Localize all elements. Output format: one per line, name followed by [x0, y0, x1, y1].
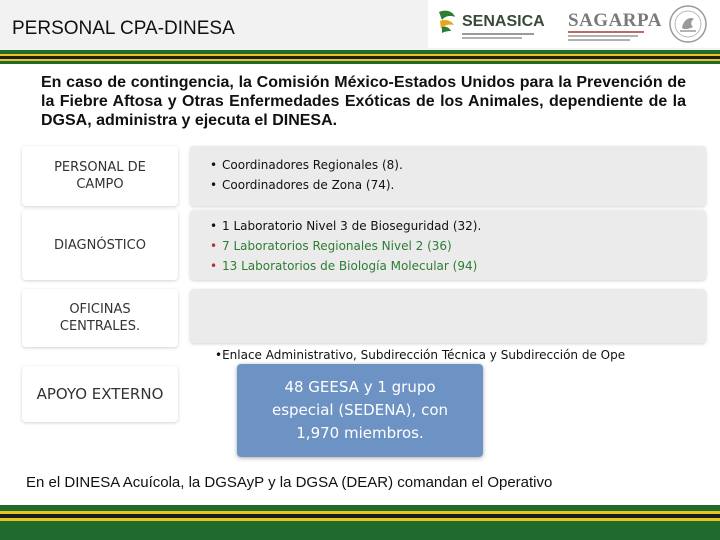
page-title: PERSONAL CPA-DINESA — [12, 18, 235, 39]
oficinas-centrales-text: •Enlace Administrativo, Subdirección Técnica y Subdirección de Ope — [215, 348, 626, 362]
label-personal-de-campo — [22, 146, 178, 206]
list-item: • 1 Laboratorio Nivel 3 de Bioseguridad (32). — [210, 219, 482, 233]
footer-text: En el DINESA Acuícola, la DGSAyP y la DGSA (DEAR) comandan el Operativo — [26, 474, 553, 491]
list-item: • Coordinadores de Zona (74). — [210, 178, 395, 192]
mexico-coat-of-arms-icon — [668, 4, 708, 44]
personal-de-campo-list — [210, 155, 403, 195]
senasica-logo-text: SENASICA — [462, 13, 545, 30]
header-bar — [0, 0, 720, 50]
intro-paragraph: En caso de contingencia, la Comisión México-Estados Unidos para la Prevención de la Fiebre Aftosa y Otras Enfermedades Exóticas de los Animales, dependiente de la DGSA, administra y ejecuta el DINESA. — [41, 74, 686, 129]
senasica-bird-icon — [436, 8, 458, 34]
list-item: • 13 Laboratorios de Biología Molecular (94) — [210, 259, 478, 273]
diagnostico-panel — [190, 210, 706, 280]
list-item: • 7 Laboratorios Regionales Nivel 2 (36) — [210, 239, 452, 253]
oficinas-centrales-panel — [190, 289, 706, 343]
senasica-subtitle-lines — [462, 32, 536, 42]
label-text: PERSONAL DE CAMPO — [54, 160, 146, 192]
list-item: • Coordinadores Regionales (8). — [210, 158, 403, 172]
label-text: APOYO EXTERNO — [36, 384, 164, 403]
sagarpa-logo-text: SAGARPA — [568, 10, 662, 31]
label-diagnostico — [22, 210, 178, 280]
footer-stripes — [0, 505, 720, 540]
header-stripes — [0, 50, 720, 64]
apoyo-externo-callout — [237, 364, 483, 457]
sagarpa-subtitle-lines — [568, 30, 646, 44]
label-oficinas-centrales — [22, 289, 178, 347]
label-apoyo-externo — [22, 366, 178, 422]
diagnostico-list — [210, 216, 481, 276]
personal-de-campo-panel — [190, 146, 706, 206]
logos-panel — [428, 0, 720, 48]
callout-text: 48 GEESA y 1 grupo especial (SEDENA), con 1,970 miembros. — [271, 378, 448, 442]
label-text: DIAGNÓSTICO — [54, 237, 146, 253]
label-text: OFICINAS CENTRALES. — [59, 302, 141, 334]
